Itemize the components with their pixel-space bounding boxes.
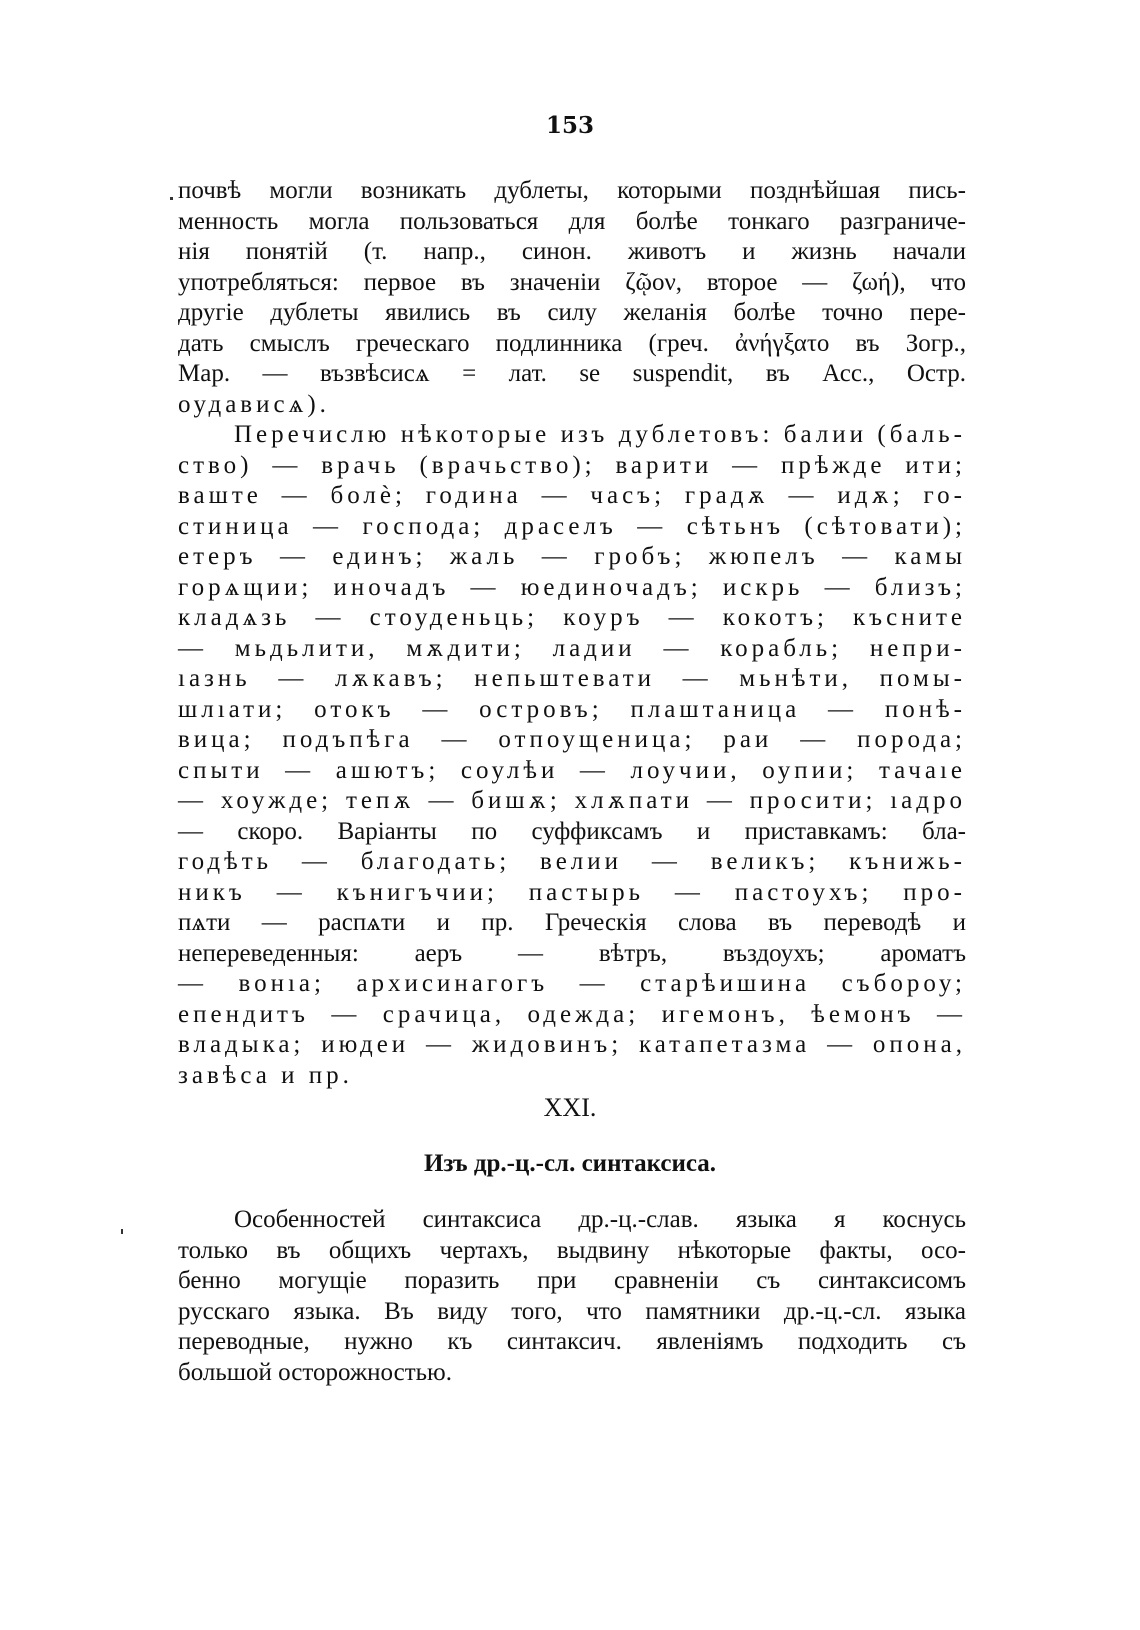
text-line: — хоужде; тепѫ — бишѫ; хлѫпати — просити; ıадро xyxy=(178,787,966,814)
text-line: вица; подъпѣга — отпоущеница; раи — порода; xyxy=(178,726,966,753)
text-line: кладѧзь — стоуденьць; коуръ — кокотъ; късните xyxy=(178,604,966,631)
text-line: завѣса и пр. xyxy=(178,1061,353,1089)
text-line: — мьдьлити, мѫдити; ладии — корабль; непри- xyxy=(178,634,966,662)
text-line: никъ — кънигъчии; пастырь — пастоухъ; про- xyxy=(178,878,966,906)
text-line: — вонıа; архисинагогъ — старѣишина събороу; xyxy=(178,970,966,997)
text-line: годѣть — благодать; велии — великъ; кънижь- xyxy=(178,848,966,875)
section-title: Изъ др.-ц.-сл. синтаксиса. xyxy=(423,1150,717,1177)
text-line: употребляться: первое въ значеніи ζῷον, второе — ζωή), что xyxy=(178,268,966,296)
text-line: Мар. — възвѣсисѧ = лат. se suspendit, въ Асс., Остр. xyxy=(178,360,966,387)
text-line: спыти — ашютъ; соулѣи — лоучии, оупии; тачаıе xyxy=(178,756,966,784)
text-line: пѧти — распѧти и пр. Греческія слова въ переводѣ и xyxy=(178,909,966,936)
paragraph-1 xyxy=(178,176,966,420)
ink-speck xyxy=(121,1229,123,1234)
text-line: шлıати; отокъ — островъ; плаштаница — понѣ- xyxy=(178,695,966,723)
text-line: большой осторожностью. xyxy=(178,1358,452,1386)
text-line: — скоро. Варіанты по суффиксамъ и приставкамъ: бла- xyxy=(178,817,966,845)
ink-speck xyxy=(170,197,173,200)
text-line: ваште — болѐ; година — часъ; градѫ — идѫ; го- xyxy=(178,482,966,509)
text-line: только въ общихъ чертахъ, выдвину нѣкоторые факты, осо- xyxy=(178,1236,966,1264)
text-line: Перечислю нѣкоторые изъ дублетовъ: балии (баль- xyxy=(234,421,966,448)
text-line: другіе дублеты явились въ силу желанія болѣе точно пере- xyxy=(178,299,966,326)
text-line: Особенностей синтаксиса др.-ц.-слав. языка я коснусь xyxy=(234,1206,966,1233)
text-line: ıазнь — лѫкавъ; непьштевати — мьнѣти, помы- xyxy=(178,665,966,692)
text-line: ство) — врачь (врачьство); варити — прѣжде ити; xyxy=(178,451,966,479)
text-line: менность могла пользоваться для болѣе тонкаго разграниче- xyxy=(178,207,966,235)
paragraph-2 xyxy=(178,420,966,1091)
main-text xyxy=(178,176,966,1091)
text-line: епендитъ — срачица, одежда; игемонъ, ѣемонъ — xyxy=(178,1000,966,1028)
text-line: стиница — господа; драселъ — сѣтьнъ (сѣтовати); xyxy=(178,512,966,540)
section-numeral: XXI. xyxy=(543,1093,597,1122)
text-line: нія понятій (т. напр., синон. животъ и жизнь начали xyxy=(178,238,966,265)
text-line: етеръ — единъ; жаль — гробъ; жюпелъ — камы xyxy=(178,543,966,570)
text-line: переводные, нужно къ синтаксич. явленіямъ подходить съ xyxy=(178,1328,966,1355)
text-line: почвѣ могли возникать дублеты, которыми позднѣйшая пись- xyxy=(178,177,966,204)
text-line: дать смыслъ греческаго подлинника (греч. ἀνήγξατο въ Зогр., xyxy=(178,329,966,357)
paragraph-3 xyxy=(178,1205,966,1388)
text-line: бенно могущіе поразить при сравненіи съ синтаксисомъ xyxy=(178,1267,966,1294)
text-line: русскаго языка. Въ виду того, что памятники др.-ц.-сл. языка xyxy=(178,1297,966,1325)
text-line: владыка; июдеи — жидовинъ; катапетазма — опона, xyxy=(178,1031,966,1058)
text-line: непереведенныя: аеръ — вѣтръ, въздоухъ; ароматъ xyxy=(178,939,966,967)
page-number: 153 xyxy=(545,112,594,139)
text-line: горѧщии; иночадъ — юединочадъ; искрь — близъ; xyxy=(178,573,966,601)
text-line: оудависѧ). xyxy=(178,390,330,418)
